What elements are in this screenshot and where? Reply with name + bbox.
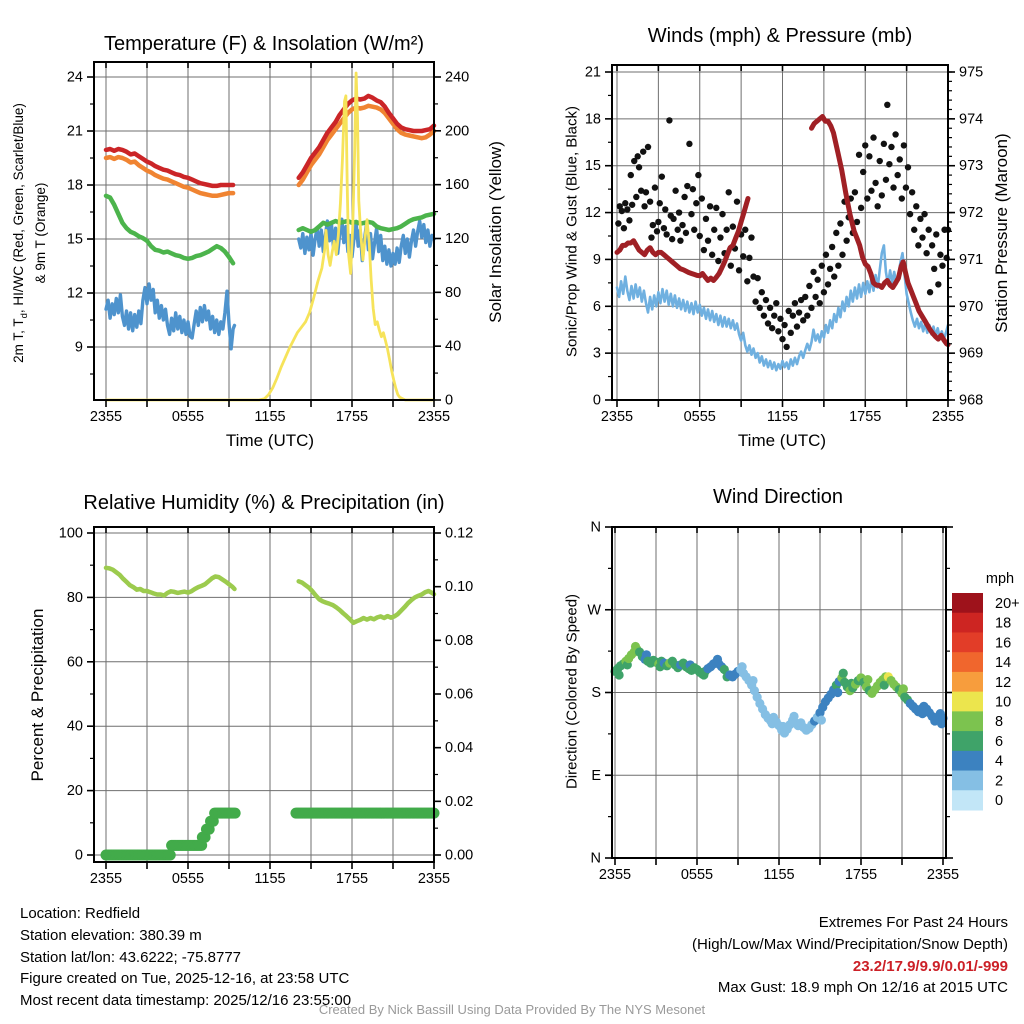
yaxis-label-percent-left: Percent & Precipitation (28, 608, 47, 782)
svg-text:1155: 1155 (254, 409, 286, 425)
svg-text:18: 18 (584, 111, 601, 128)
svg-text:18: 18 (66, 177, 83, 194)
xaxis-label-time-right: Time (UTC) (737, 431, 827, 450)
svg-text:1155: 1155 (254, 871, 286, 887)
extremes-title: Extremes For Past 24 Hours (818, 914, 1008, 931)
svg-text:12: 12 (584, 205, 601, 222)
svg-text:20: 20 (66, 783, 83, 800)
yaxis-label-pressure-right: Station Pressure (Maroon) (992, 133, 1011, 333)
svg-text:2355: 2355 (931, 409, 965, 425)
svg-text:6: 6 (995, 733, 1004, 750)
svg-text:12: 12 (66, 285, 83, 302)
svg-text:20+: 20+ (995, 595, 1020, 612)
svg-text:40: 40 (66, 718, 83, 735)
svg-text:16: 16 (995, 635, 1012, 652)
extremes-subtitle: (High/Low/Max Wind/Precipitation/Snow Depth) (692, 935, 1008, 953)
figure-created: Figure created on Tue, 2025-12-16, at 23:58 UTC (20, 970, 350, 988)
svg-text:0.04: 0.04 (445, 740, 474, 757)
svg-text:974: 974 (959, 111, 984, 128)
svg-text:969: 969 (959, 345, 984, 362)
colorbar-title-mph: mph (985, 571, 1015, 587)
chart-3 (587, 520, 1019, 883)
xaxis-label-time-left: Time (UTC) (225, 431, 315, 450)
svg-text:0: 0 (445, 392, 454, 409)
svg-text:21: 21 (584, 64, 601, 81)
gust-black-dots (615, 102, 951, 350)
svg-text:21: 21 (66, 123, 83, 140)
svg-text:0555: 0555 (171, 409, 205, 425)
chart-1 (585, 65, 983, 425)
svg-text:W: W (587, 602, 601, 619)
svg-text:60: 60 (66, 654, 83, 671)
svg-text:972: 972 (959, 205, 984, 222)
svg-text:973: 973 (959, 158, 984, 175)
recent-timestamp: Most recent data timestamp: 2025/12/16 23:55:00 (20, 992, 352, 1010)
svg-text:0555: 0555 (680, 867, 714, 883)
svg-text:2355: 2355 (89, 409, 123, 425)
svg-text:18: 18 (995, 615, 1012, 632)
svg-text:1755: 1755 (335, 409, 369, 425)
chart-title-wind-direction: Wind Direction (712, 486, 844, 508)
svg-text:80: 80 (66, 589, 83, 606)
chart-title-temperature: Temperature (F) & Insolation (W/m²) (103, 33, 425, 55)
yaxis-label-wind-left: Sonic/Prop Wind & Gust (Blue, Black) (563, 106, 581, 357)
svg-text:6: 6 (592, 298, 601, 315)
station-latlon: Station lat/lon: 43.6222; -75.8777 (20, 948, 242, 966)
yaxis-label-temp-left: 2m T, $T_d$, HI/WC (Red, Green, Scarlet/Blue) & 9m T (Orange) (11, 103, 48, 363)
svg-text:0: 0 (995, 793, 1004, 810)
svg-text:S: S (591, 685, 601, 702)
extremes-block (692, 912, 1008, 999)
svg-text:0555: 0555 (171, 871, 205, 887)
chart-title-winds: Winds (mph) & Pressure (mb) (647, 25, 913, 47)
svg-text:0.06: 0.06 (445, 686, 474, 703)
station-location: Location: Redfield (20, 905, 141, 922)
svg-text:0555: 0555 (683, 409, 716, 425)
svg-text:975: 975 (959, 64, 984, 81)
yaxis-label-insolation-right: Solar Insolation (Yellow) (486, 141, 505, 323)
station-info-block (20, 903, 351, 1012)
svg-text:0.10: 0.10 (445, 579, 474, 596)
svg-text:1155: 1155 (766, 409, 799, 425)
svg-text:9: 9 (74, 339, 83, 356)
svg-text:10: 10 (995, 694, 1012, 711)
svg-text:15: 15 (66, 231, 83, 248)
svg-text:971: 971 (959, 251, 984, 268)
svg-text:9: 9 (592, 251, 601, 268)
station-elevation: Station elevation: 380.39 m (20, 926, 202, 944)
svg-text:2: 2 (995, 773, 1004, 790)
svg-text:14: 14 (995, 655, 1012, 672)
svg-text:2355: 2355 (926, 867, 960, 883)
svg-text:968: 968 (959, 392, 984, 409)
svg-text:0: 0 (74, 847, 83, 864)
svg-text:0.08: 0.08 (445, 632, 474, 649)
svg-text:80: 80 (445, 284, 462, 301)
svg-text:120: 120 (445, 231, 470, 248)
svg-text:160: 160 (445, 177, 470, 194)
svg-text:2355: 2355 (600, 409, 634, 425)
chart-2 (59, 526, 473, 888)
extremes-values: 23.2/17.9/9.9/0.01/-999 (852, 957, 1008, 975)
svg-text:1755: 1755 (335, 871, 369, 887)
svg-text:1755: 1755 (849, 409, 882, 425)
svg-text:2355: 2355 (598, 867, 632, 883)
svg-text:1755: 1755 (844, 867, 878, 883)
svg-text:8: 8 (995, 714, 1004, 731)
svg-text:200: 200 (445, 123, 470, 140)
svg-text:40: 40 (445, 338, 462, 355)
svg-text:2355: 2355 (89, 871, 123, 887)
svg-text:3: 3 (592, 345, 601, 362)
svg-text:4: 4 (995, 753, 1004, 770)
svg-text:24: 24 (66, 69, 83, 86)
svg-text:100: 100 (58, 525, 83, 542)
svg-text:E: E (591, 767, 601, 784)
svg-text:0.00: 0.00 (445, 847, 474, 864)
svg-text:0: 0 (592, 392, 601, 409)
svg-text:15: 15 (584, 158, 601, 175)
svg-text:240: 240 (445, 69, 470, 86)
yaxis-label-direction-left: Direction (Colored By Speed) (563, 593, 581, 790)
svg-text:2355: 2355 (417, 871, 451, 887)
chart-title-humidity: Relative Humidity (%) & Precipitation (in) (83, 492, 445, 514)
svg-text:2355: 2355 (417, 409, 451, 425)
max-gust: Max Gust: 18.9 mph On 12/16 at 2015 UTC (717, 979, 1008, 997)
chart-0 (67, 62, 469, 425)
svg-text:12: 12 (995, 674, 1012, 691)
svg-text:N: N (590, 850, 601, 867)
svg-text:0.02: 0.02 (445, 793, 474, 810)
credit-line: Created By Nick Bassill Using Data Provided By The NYS Mesonet (318, 1002, 706, 1017)
svg-text:1155: 1155 (763, 867, 795, 883)
svg-text:N: N (590, 519, 601, 536)
svg-text:970: 970 (959, 298, 984, 315)
speed-colorbar (952, 593, 1020, 811)
svg-text:0.12: 0.12 (445, 525, 474, 542)
